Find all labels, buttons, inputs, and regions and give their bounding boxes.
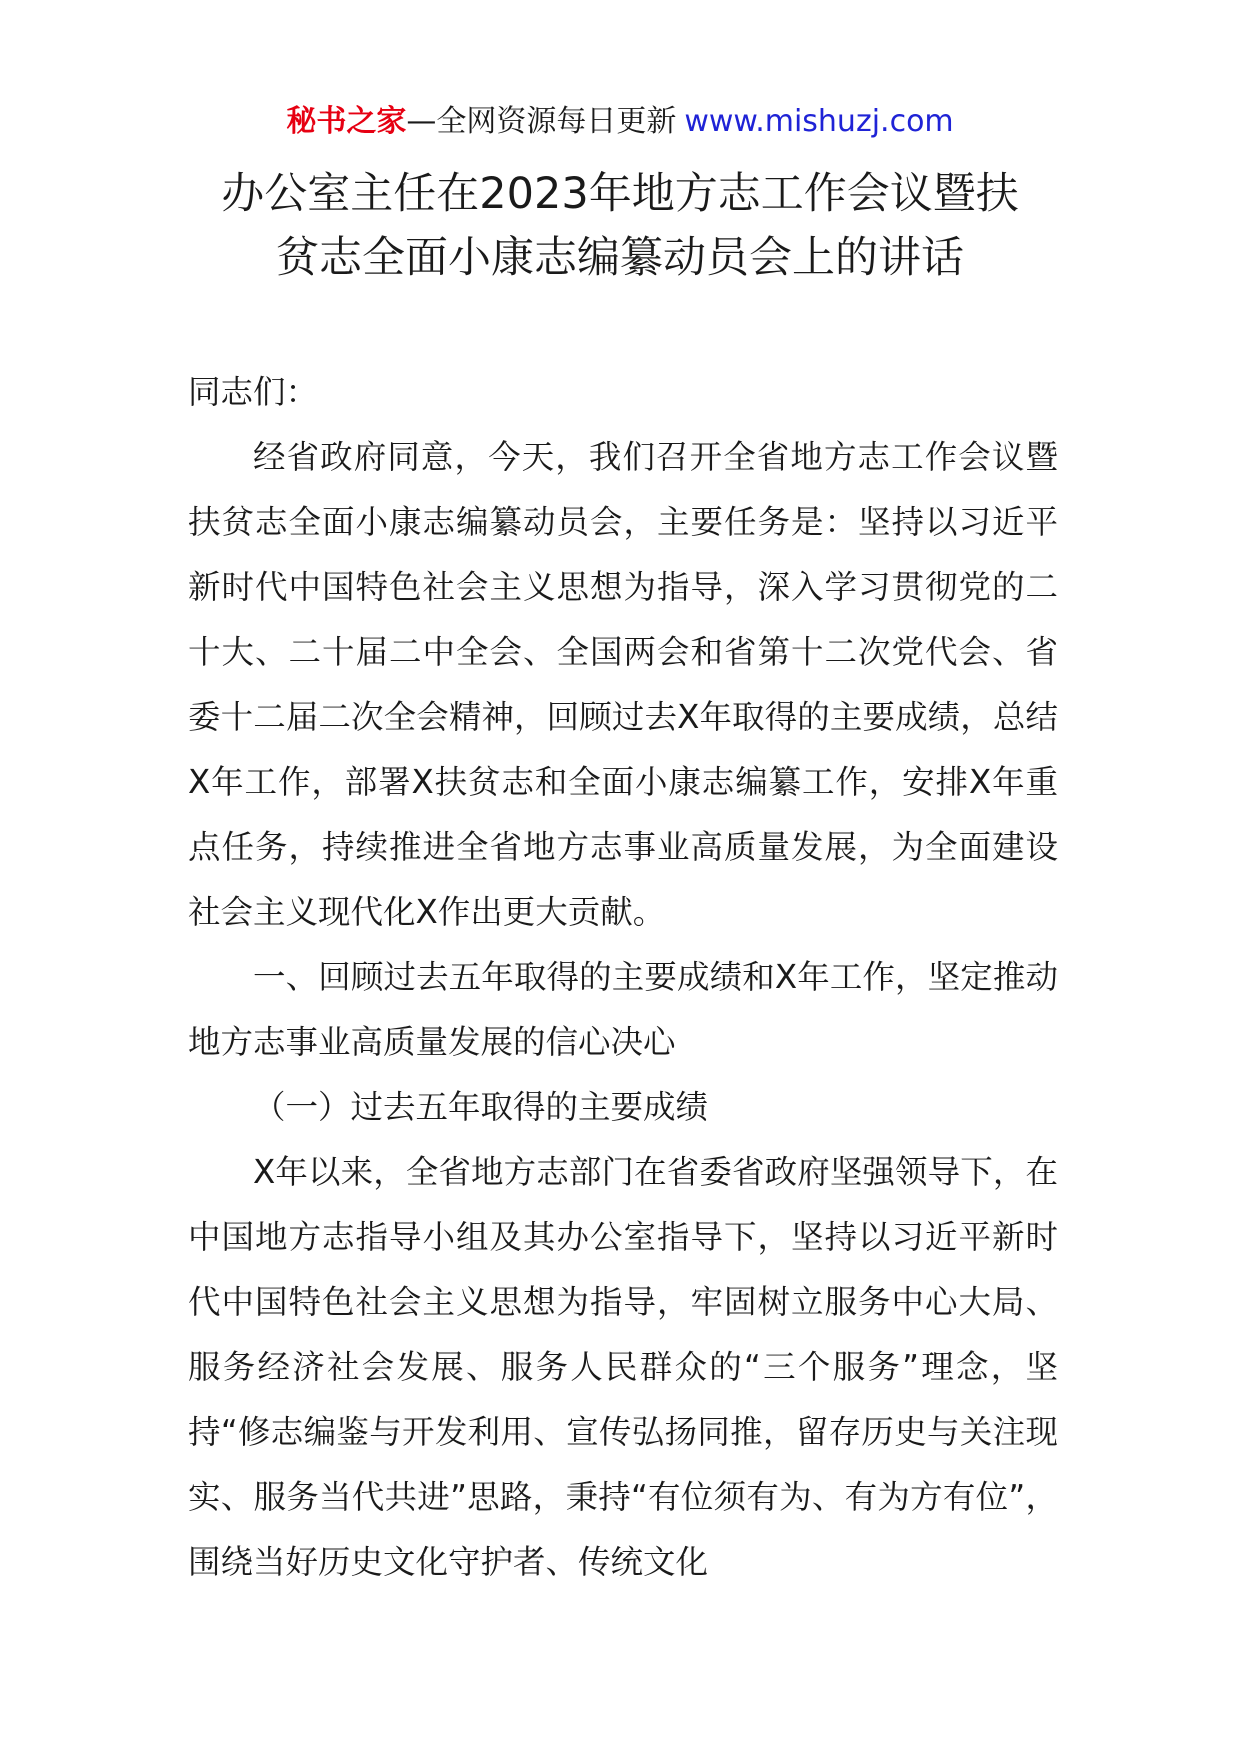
banner-dash: — bbox=[406, 104, 437, 139]
paragraph-intro: 经省政府同意，今天，我们召开全省地方志工作会议暨扶贫志全面小康志编纂动员会，主要任务是：坚持以习近平新时代中国特色社会主义思想为指导，深入学习贯彻党的二十大、二十届二中全会、全国两会和省第十二次党代会、省委十二届二次全会精神，回顾过去X年取得的主要成绩，总结X年工作，部署X扶贫志和全面小康志编纂工作，安排X年重点任务，持续推进全省地方志事业高质量发展，为全面建设社会主义现代化X作出更大贡献。 bbox=[188, 438, 1058, 931]
salutation: 同志们： bbox=[188, 373, 319, 411]
title-line-1: 办公室主任在2023年地方志工作会议暨扶 bbox=[221, 169, 1019, 219]
brand-name: 秘书之家 bbox=[286, 104, 407, 139]
section-heading-1: 一、回顾过去五年取得的主要成绩和X年工作，坚定推动地方志事业高质量发展的信心决心 bbox=[188, 958, 1058, 1061]
subsection-heading-1: （一）过去五年取得的主要成绩 bbox=[253, 1088, 709, 1126]
title-line-2: 贫志全面小康志编纂动员会上的讲话 bbox=[276, 233, 964, 283]
paragraph-achievements: X年以来，全省地方志部门在省委省政府坚强领导下，在中国地方志指导小组及其办公室指导下，坚持以习近平新时代中国特色社会主义思想为指导，牢固树立服务中心大局、服务经济社会发展、服务人民群众的“三个服务”理念，坚持“修志编鉴与开发利用、宣传弘扬同推，留存历史与关注现实、服务当代共进”思路，秉持“有位须有为、有为方有位”，围绕当好历史文化守护者、传统文化 bbox=[188, 1153, 1058, 1581]
document-body bbox=[188, 360, 1058, 1595]
site-url-link[interactable]: www.mishuzj.com bbox=[684, 104, 954, 139]
banner-slogan: 全网资源每日更新 bbox=[436, 104, 677, 139]
document-title bbox=[150, 162, 1090, 290]
site-banner bbox=[0, 100, 1240, 144]
